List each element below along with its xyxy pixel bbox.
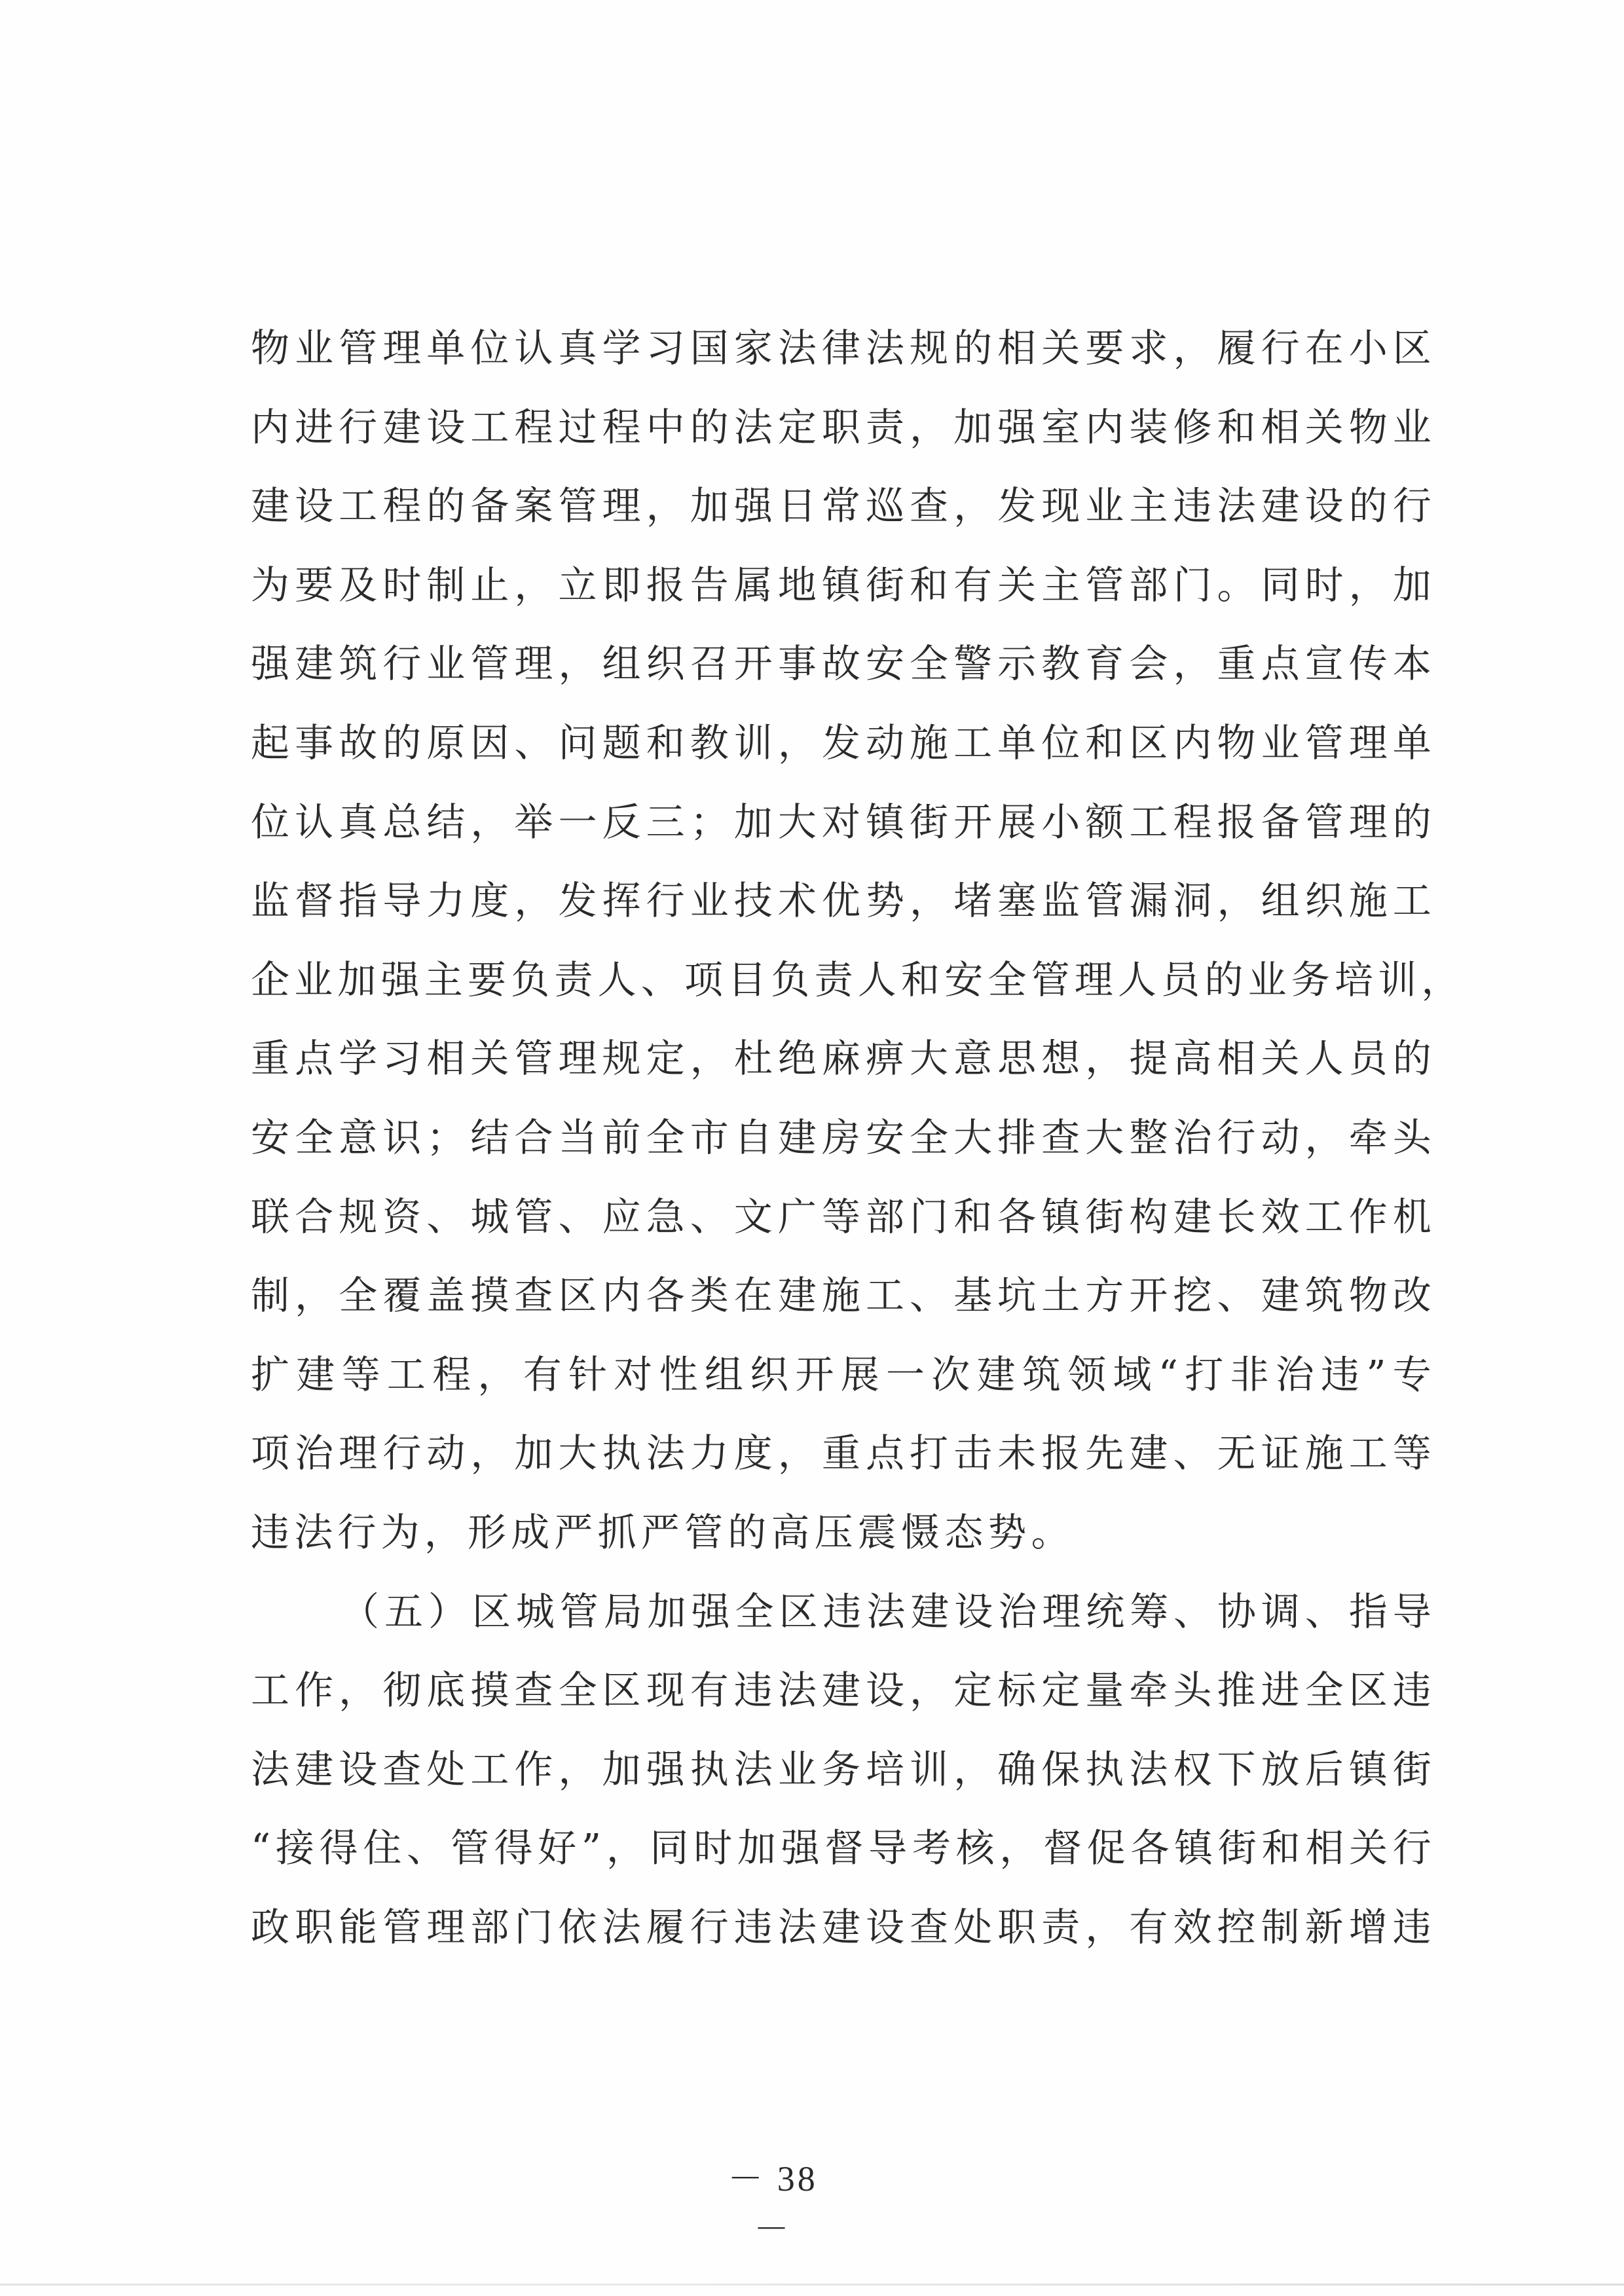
text-line: 制，全覆盖摸查区内各类在建施工、基坑土方开挖、建筑物改 [251,1273,1436,1318]
text-line: 建设工程的备案管理，加强日常巡查，发现业主违法建设的行 [251,483,1436,528]
text-line: 为要及时制止，立即报告属地镇街和有关主管部门。同时，加 [251,562,1436,608]
paragraph-heading-line: （五）区城管局加强全区违法建设治理统筹、协调、指导 [341,1589,1436,1634]
text-line: 工作，彻底摸查全区现有违法建设，定标定量牵头推进全区违 [251,1667,1436,1713]
text-line: 位认真总结，举一反三；加大对镇街开展小额工程报备管理的 [251,799,1436,845]
page-number: － 38 － [728,2159,818,2249]
text-line: 企业加强主要负责人、项目负责人和安全管理人员的业务培训， [251,957,1465,1002]
text-line: 违法行为，形成严抓严管的高压震慑态势。 [251,1510,1075,1555]
text-line: 法建设查处工作，加强执法业务培训，确保执法权下放后镇街 [251,1747,1436,1792]
text-line: 重点学习相关管理规定，杜绝麻痹大意思想，提高相关人员的 [251,1036,1436,1081]
text-line: 安全意识；结合当前全市自建房安全大排查大整治行动，牵头 [251,1115,1436,1160]
text-line: 物业管理单位认真学习国家法律法规的相关要求，履行在小区 [251,325,1436,371]
text-line: 起事故的原因、问题和教训，发动施工单位和区内物业管理单 [251,720,1436,765]
text-line: 扩建等工程，有针对性组织开展一次建筑领域“打非治违”专 [251,1352,1436,1397]
text-line: 政职能管理部门依法履行违法建设查处职责，有效控制新增违 [251,1904,1436,1950]
text-line: “接得住、管得好”，同时加强督导考核，督促各镇街和相关行 [251,1825,1436,1870]
text-line: 强建筑行业管理，组织召开事故安全警示教育会，重点宣传本 [251,641,1436,686]
scan-edge-divider [0,2284,1624,2286]
text-line: 联合规资、城管、应急、文广等部门和各镇街构建长效工作机 [251,1194,1436,1239]
text-line: 内进行建设工程过程中的法定职责，加强室内装修和相关物业 [251,405,1436,450]
text-line: 项治理行动，加大执法力度，重点打击未报先建、无证施工等 [251,1430,1436,1476]
text-line: 监督指导力度，发挥行业技术优势，堵塞监管漏洞，组织施工 [251,878,1436,923]
